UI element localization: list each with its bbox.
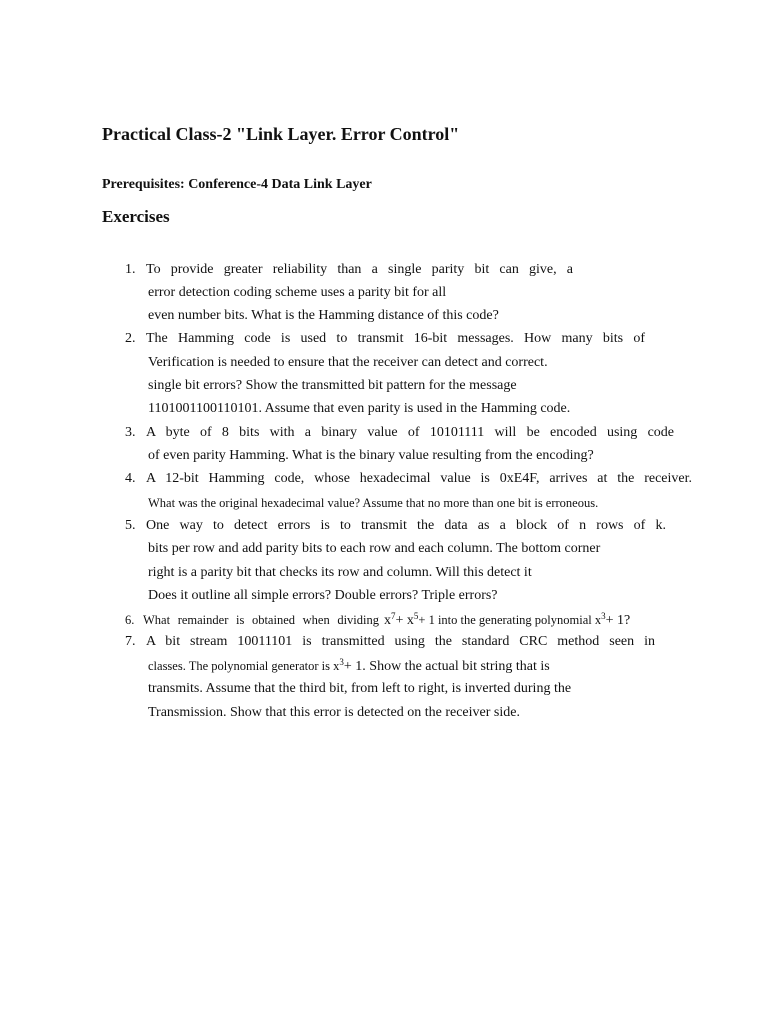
exponent: 7 — [391, 611, 396, 621]
exponent: 3 — [339, 657, 344, 667]
exercise-line: A bit stream 10011101 is transmitted using the standard CRC method seen in — [146, 634, 655, 649]
exercise-number: 1. — [125, 262, 136, 277]
page-title: Practical Class-2 "Link Layer. Error Control" — [102, 124, 460, 144]
poly-term: + 1? — [605, 613, 631, 628]
exercise-line: transmits. Assume that the third bit, from left to right, is inverted during the — [148, 681, 572, 696]
exponent: 3 — [601, 611, 606, 621]
exercise-line: What was the original hexadecimal value? Assume that no more than one bit is erroneous. — [148, 496, 599, 510]
exercise-line: Transmission. Show that this error is detected on the receiver side. — [148, 705, 520, 720]
exercise-line: error detection coding scheme uses a parity bit for all — [148, 285, 447, 300]
exercise-line: of even parity Hamming. What is the binary value resulting from the encoding? — [148, 448, 594, 463]
exercise-number: 4. — [125, 471, 136, 486]
poly-term: x — [384, 613, 391, 628]
exercise-line: right is a parity bit that checks its row and column. Will this detect it — [148, 565, 532, 580]
exercise-number: 2. — [125, 331, 136, 346]
exercise-text: classes. The polynomial generator is x — [148, 659, 340, 673]
exercise-line: 1101001100110101. Assume that even parity is used in the Hamming code. — [148, 401, 571, 416]
exercise-line: The Hamming code is used to transmit 16-bit messages. How many bits of — [146, 331, 645, 346]
exercise-number: 6. — [125, 613, 135, 627]
exercise-number: 7. — [125, 634, 136, 649]
exercise-line: bits per row and add parity bits to each row and each column. The bottom corner — [148, 541, 601, 556]
exercise-line: A byte of 8 bits with a binary value of 10101111 will be encoded using code — [146, 425, 674, 440]
exercise-number: 3. — [125, 425, 136, 440]
exercise-line: One way to detect errors is to transmit the data as a block of n rows of k. — [146, 518, 666, 533]
exercise-number: 5. — [125, 518, 136, 533]
polynomial-expression — [384, 612, 630, 629]
prerequisites-line: Prerequisites: Conference-4 Data Link Layer — [102, 177, 372, 192]
exercise-line: What remainder is obtained when dividing — [143, 613, 379, 627]
exercise-line: Does it outline all simple errors? Double errors? Triple errors? — [148, 588, 498, 603]
exercise-line: single bit errors? Show the transmitted bit pattern for the message — [148, 378, 517, 393]
exponent: 5 — [413, 611, 419, 621]
exercise-line — [148, 658, 550, 675]
exercise-line: To provide greater reliability than a single parity bit can give, a — [146, 262, 573, 277]
exercise-line: + 1 into the generating polynomial x — [418, 613, 602, 627]
exercise-text: + 1. Show the actual bit string that is — [343, 659, 550, 674]
section-heading: Exercises — [102, 207, 170, 226]
exercise-line: A 12-bit Hamming code, whose hexadecimal value is 0xE4F, arrives at the receiver. — [146, 471, 692, 486]
exercise-line: even number bits. What is the Hamming distance of this code? — [148, 308, 499, 323]
poly-term: + x — [395, 613, 414, 628]
exercise-line: Verification is needed to ensure that the receiver can detect and correct. — [148, 355, 548, 370]
